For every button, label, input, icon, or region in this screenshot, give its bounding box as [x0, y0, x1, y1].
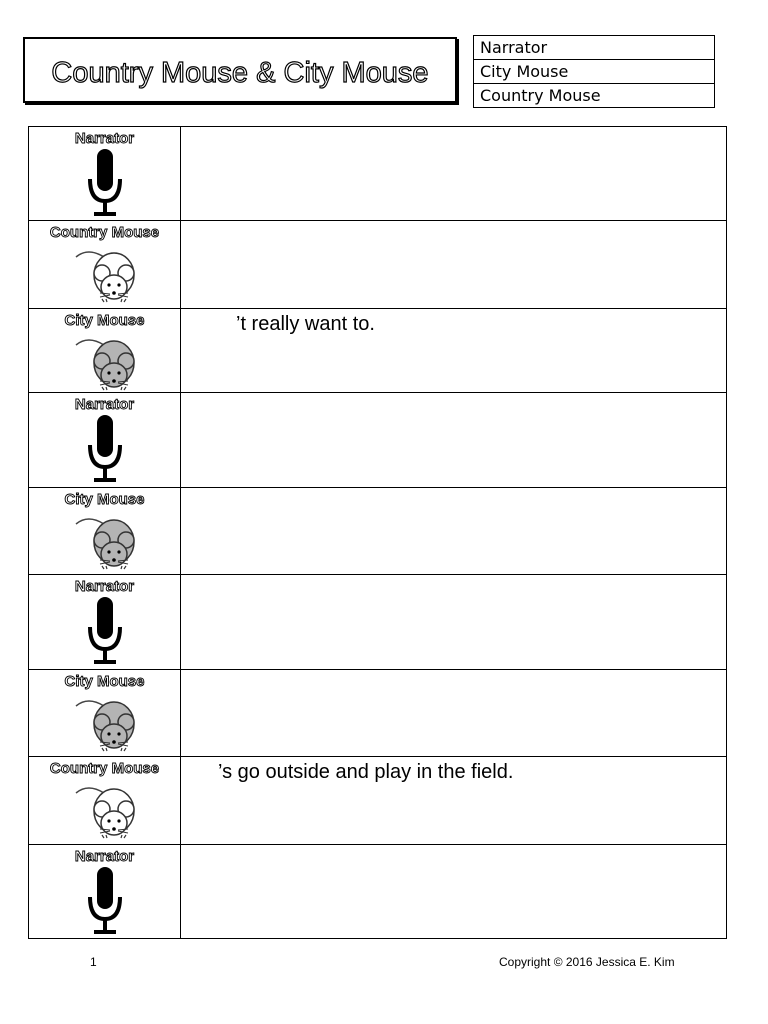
dialogue-cell	[181, 757, 727, 845]
svg-text:Country Mouse: Country Mouse	[49, 224, 160, 241]
dialogue-line: ’s go outside and play in the field.	[218, 761, 514, 783]
script-table	[28, 126, 727, 939]
svg-text:City Mouse: City Mouse	[64, 673, 145, 690]
microphone-icon	[29, 867, 180, 937]
white-mouse-icon	[29, 779, 180, 839]
script-row	[29, 221, 727, 309]
character-name	[29, 671, 180, 691]
dialogue-cell	[181, 221, 727, 309]
svg-text:City Mouse: City Mouse	[64, 312, 145, 329]
character-cell	[29, 575, 181, 670]
copyright-notice: Copyright © 2016 Jessica E. Kim	[499, 955, 675, 969]
page-number: 1	[90, 955, 97, 969]
character-name	[29, 758, 180, 778]
character-name	[29, 489, 180, 509]
svg-text:Narrator: Narrator	[74, 578, 135, 595]
character-cell	[29, 393, 181, 488]
dialogue-cell	[181, 488, 727, 575]
microphone-icon	[29, 597, 180, 667]
microphone-icon	[29, 149, 180, 219]
character-name	[29, 394, 180, 414]
character-cell	[29, 309, 181, 393]
script-row	[29, 670, 727, 757]
role-city-mouse: City Mouse	[474, 60, 715, 84]
dialogue-cell	[181, 127, 727, 221]
script-row	[29, 845, 727, 939]
character-cell	[29, 488, 181, 575]
white-mouse-icon	[29, 243, 180, 303]
character-cell	[29, 221, 181, 309]
svg-text:Narrator: Narrator	[74, 130, 135, 147]
character-cell	[29, 757, 181, 845]
role-narrator: Narrator	[474, 36, 715, 60]
character-name	[29, 222, 180, 242]
dialogue-cell	[181, 309, 727, 393]
dialogue-cell	[181, 575, 727, 670]
dialogue-cell	[181, 670, 727, 757]
character-name	[29, 846, 180, 866]
dialogue-line: ’t really want to.	[236, 313, 375, 335]
script-row	[29, 127, 727, 221]
character-name	[29, 576, 180, 596]
microphone-icon	[29, 415, 180, 485]
script-row	[29, 309, 727, 393]
script-row	[29, 757, 727, 845]
script-row	[29, 575, 727, 670]
character-name	[29, 310, 180, 330]
title-box	[23, 37, 457, 103]
script-row	[29, 488, 727, 575]
dialogue-cell	[181, 393, 727, 488]
page-title: Country Mouse & City Mouse	[51, 57, 429, 89]
role-country-mouse: Country Mouse	[474, 84, 715, 108]
svg-text:City Mouse: City Mouse	[64, 491, 145, 508]
gray-mouse-icon	[29, 692, 180, 752]
character-cell	[29, 670, 181, 757]
character-name	[29, 128, 180, 148]
character-cell	[29, 127, 181, 221]
dialogue-cell	[181, 845, 727, 939]
gray-mouse-icon	[29, 510, 180, 570]
roles-table	[473, 35, 715, 108]
script-row	[29, 393, 727, 488]
svg-text:Narrator: Narrator	[74, 848, 135, 865]
title-outline-text	[30, 46, 450, 94]
character-cell	[29, 845, 181, 939]
gray-mouse-icon	[29, 331, 180, 391]
svg-text:Narrator: Narrator	[74, 396, 135, 413]
svg-text:Country Mouse: Country Mouse	[49, 760, 160, 777]
